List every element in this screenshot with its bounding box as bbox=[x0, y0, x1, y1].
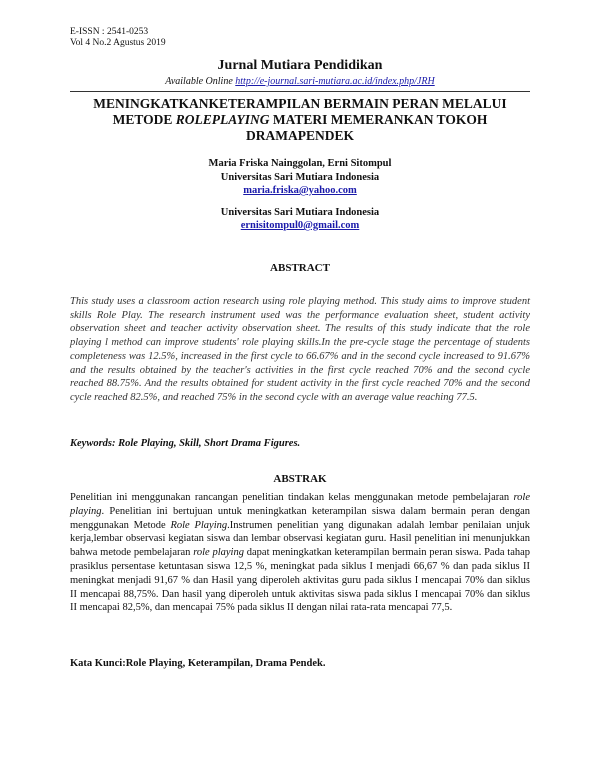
title-line-2-emphasis: ROLEPLAYING bbox=[175, 112, 270, 127]
abstrak-heading: ABSTRAK bbox=[273, 473, 327, 485]
abstrak-text bbox=[70, 491, 530, 615]
title-line-1: MENINGKATKANKETERAMPILAN BERMAIN PERAN MELALUI bbox=[93, 96, 507, 111]
authors-block bbox=[0, 157, 600, 233]
abstract-heading: ABSTRACT bbox=[270, 262, 330, 274]
volume-text: Vol 4 No.2 Agustus 2019 bbox=[70, 38, 166, 48]
paper-title bbox=[60, 96, 540, 144]
journal-url-link[interactable]: http://e-journal.sari-mutiara.ac.id/index.php/JRH bbox=[235, 76, 435, 87]
abstrak-emphasis-2: Role Playing bbox=[170, 519, 228, 531]
abstrak-part-3: .Instrumen penelitian yang digunakan adalah lembar penilaian unjuk kerja,lembar observasi kegiatan siswa dan lembar observasi kegiatan guru. Hasil penelitian ini menunjukkan bahwa metode pembelajaran bbox=[70, 519, 531, 559]
email-link-1[interactable]: maria.friska@yahoo.com bbox=[243, 185, 357, 196]
title-line-2a: METODE bbox=[112, 112, 173, 127]
journal-title: Jurnal Mutiara Pendidikan bbox=[217, 58, 383, 73]
abstrak-emphasis-1: role playing bbox=[70, 492, 530, 517]
available-label: Available Online bbox=[165, 76, 233, 87]
abstrak-emphasis-3: role playing bbox=[193, 547, 244, 559]
header-divider bbox=[70, 91, 530, 92]
journal-meta bbox=[70, 27, 166, 49]
affiliation-1: Universitas Sari Mutiara Indonesia bbox=[220, 171, 380, 183]
issn-text: E-ISSN : 2541-0253 bbox=[70, 27, 149, 37]
abstract-text: This study uses a classroom action research using role playing method. This study aims to improve student skills Role Play. The research instrument used was the performance evaluation sheet, student activity observation sheet and teacher activity observation sheet. The results of this study indicate that the role playing l method can improve students' role playing skills.In the pre-cycle stage the percentage of students completeness was 12.5%, increased in the first cycle to 66.67% and in the second cycle increased to 91.67% and the results obtained by the teacher's activities in the first cycle reached 70% and the second cycle reached 88.75%. And the results obtained for student activity in the first cycle reached 70% and the second cycle reached 82.5%, and reached 75% in the second cycle with an average value reaching 77.5. bbox=[70, 296, 530, 403]
available-online bbox=[0, 76, 600, 87]
keywords-en: Keywords: Role Playing, Skill, Short Drama Figures. bbox=[70, 438, 301, 449]
email-link-2[interactable]: ernisitompul0@gmail.com bbox=[240, 220, 360, 231]
kata-kunci: Kata Kunci:Role Playing, Keterampilan, Drama Pendek. bbox=[70, 658, 326, 669]
author-names: Maria Friska Nainggolan, Erni Sitompul bbox=[208, 158, 392, 169]
title-line-3: DRAMAPENDEK bbox=[246, 128, 354, 143]
abstrak-part-2: . Penelitian ini bertujuan untuk meningkatkan keterampilan siswa dalam bermain peran dengan menggunakan Metode bbox=[70, 505, 530, 531]
title-line-2c: MATERI MEMERANKAN TOKOH bbox=[272, 112, 488, 127]
title-line-2 bbox=[60, 112, 540, 128]
abstrak-part-4: dapat meningkatkan keterampilan bermain peran siswa. Pada tahap prasiklus persentase ketuntasan siswa 12,5 %, meningkat pada siklus I menjadi 66,67 % dan pada siklus II meningkat menjadi 91,67 % dan Hasil yang diperoleh aktivitas guru pada siklus I mencapai 70% dan siklus II mencapai 88,75%. Dan hasil yang diperoleh untuk aktivitas siswa pada siklus I mencapai 70% dan siklus II mencapai 82,5%, dan mencapai 75% pada siklus II dengan nilai rata-rata mencapai 77,5. bbox=[70, 547, 531, 614]
abstrak-part-1: Penelitian ini menggunakan rancangan penelitian tindakan kelas menggunakan metode pembelajaran bbox=[70, 492, 510, 503]
affiliation-2: Universitas Sari Mutiara Indonesia bbox=[220, 206, 380, 218]
